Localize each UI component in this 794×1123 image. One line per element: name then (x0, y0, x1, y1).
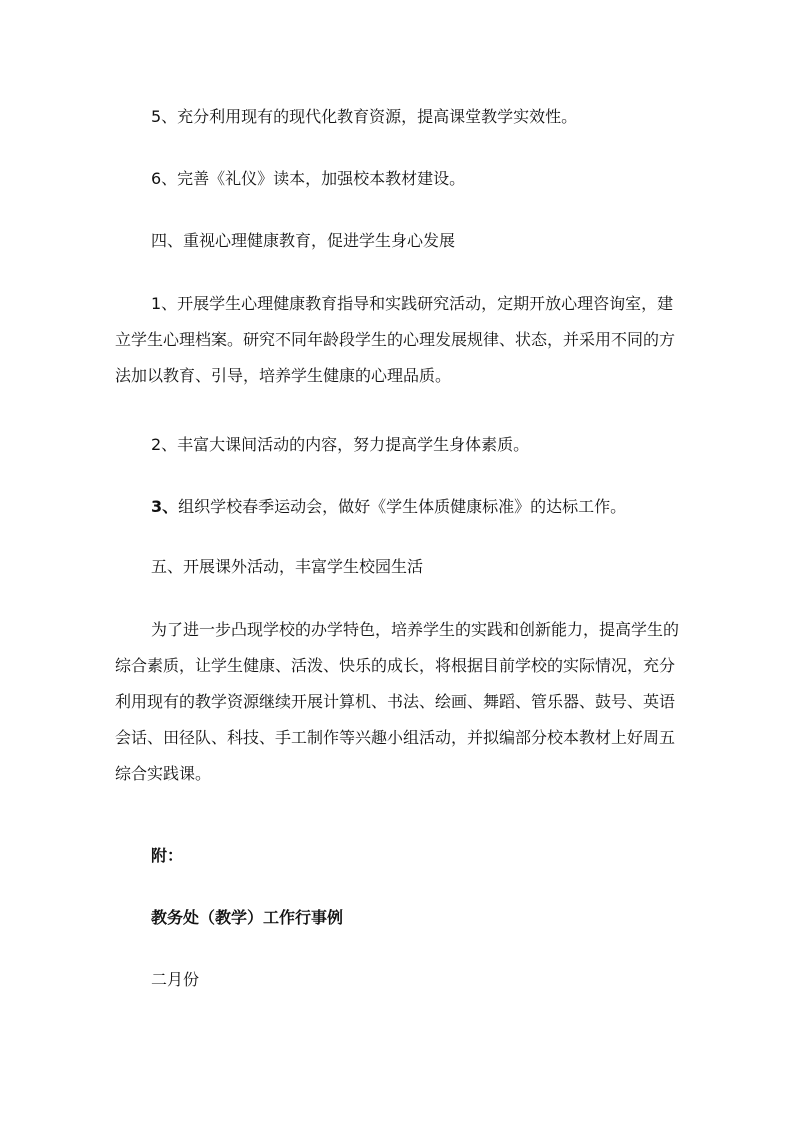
month-heading: 二月份 (151, 970, 200, 989)
paragraph-item-5: 5、充分利用现有的现代化教育资源，提高课堂教学实效性。 (151, 107, 578, 126)
paragraph-psych-1: 1、开展学生心理健康教育指导和实践研究活动，定期开放心理咨询室，建立学生心理档案。研究不同年龄段学生的心理发展规律、状态，并采用不同的方法加以教育、引导，培养学生健康的心理品质。 (115, 294, 676, 385)
paragraph-text: 组织学校春季运动会，做好《学生体质健康标准》的达标工作。 (178, 497, 627, 516)
paragraph-psych-3 (115, 489, 685, 525)
section-heading-4: 四、重视心理健康教育，促进学生身心发展 (151, 231, 456, 250)
paragraph-number: 3、 (151, 497, 179, 516)
section-heading-5: 五、开展课外活动，丰富学生校园生活 (151, 557, 424, 576)
paragraph-activities: 为了进一步凸现学校的办学特色，培养学生的实践和创新能力，提高学生的综合素质，让学生健康、活泼、快乐的成长，将根据目前学校的实际情况，充分利用现有的教学资源继续开展计算机、书法、绘画、舞蹈、管乐器、鼓号、英语会话、田径队、科技、手工制作等兴趣小组活动，并拟编部分校本教材上好周五综合实践课。 (115, 620, 680, 783)
paragraph-psych-2: 2、丰富大课间活动的内容，努力提高学生身体素质。 (151, 435, 530, 454)
paragraph-item-6: 6、完善《礼仪》读本，加强校本教材建设。 (151, 169, 466, 188)
schedule-title: 教务处（教学）工作行事例 (151, 908, 344, 927)
appendix-label: 附： (151, 846, 184, 865)
